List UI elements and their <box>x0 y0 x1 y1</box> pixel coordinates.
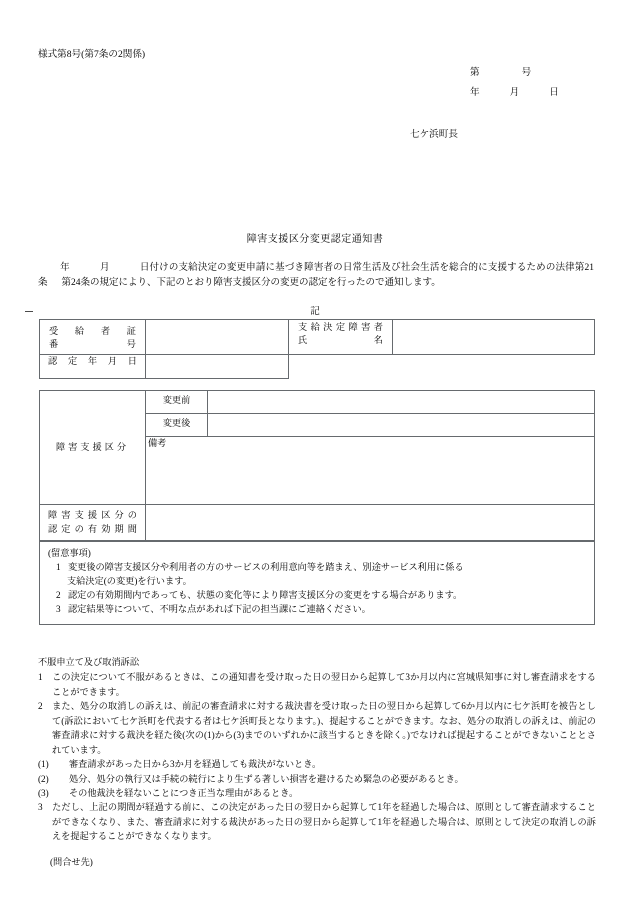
before-change-label-cell <box>146 391 208 414</box>
period-label-line2: 認定の有効期間 <box>48 523 137 534</box>
classification-table <box>39 390 595 541</box>
document-date-line <box>470 86 559 100</box>
appeal-sub-1-text: 審査請求があった日から3か月を経過しても裁決がないとき。 <box>69 759 322 770</box>
note-number: 2 <box>56 589 61 600</box>
contact-label: (問合せ先) <box>50 856 93 867</box>
after-change-label: 変更後 <box>162 418 191 428</box>
appeal-sub-2-number: (2) <box>38 773 49 784</box>
recipient-table <box>39 319 595 379</box>
intro-year-label: 年 <box>60 263 70 273</box>
beneficiary-name-value-cell[interactable] <box>393 320 595 355</box>
table-row <box>40 355 595 379</box>
recipient-number-label-line1: 受給者証 <box>49 325 136 336</box>
recipient-number-label-cell <box>40 320 146 355</box>
appeal-sub-1 <box>38 757 596 771</box>
beneficiary-name-label-line2: 氏名 <box>298 335 383 346</box>
appeal-item-3 <box>38 800 596 843</box>
period-value-cell[interactable] <box>146 505 595 541</box>
appeal-sub-3-number: (3) <box>38 787 49 798</box>
classification-main-label-cell <box>40 391 146 505</box>
note-item <box>48 589 586 603</box>
certification-date-label-cell <box>40 355 146 379</box>
document-number-prefix: 第 <box>470 67 480 78</box>
appeal-item-2 <box>38 699 596 757</box>
remark-cell[interactable] <box>146 437 595 505</box>
date-year-label: 年 <box>470 87 480 98</box>
form-number: 様式第8号(第7条の2関係) <box>38 49 146 60</box>
beneficiary-name-label-cell <box>289 320 393 355</box>
intro-month-label: 月 <box>99 263 110 273</box>
recipient-number-label-line2: 番号 <box>49 339 136 349</box>
before-change-label: 変更前 <box>162 395 191 405</box>
notes-box <box>39 541 595 625</box>
recipient-number-input-cell[interactable] <box>146 320 289 355</box>
beneficiary-name-label-line1: 支給決定障害者 <box>298 322 383 332</box>
spacer-cell <box>289 355 393 379</box>
note-number: 3 <box>56 603 61 614</box>
note-text: 認定結果等について、不明な点があれば下記の担当課にご連絡ください。 <box>68 603 371 614</box>
appeal-heading: 不服申立て及び取消訴訟 <box>38 657 140 667</box>
certification-date-value-cell[interactable] <box>146 355 289 379</box>
appeal-sub-3-text: その他裁決を経ないことにつき正当な理由があるとき。 <box>69 787 299 798</box>
intro-body-2: 第24条の規定により、下記のとおり障害支援区分の変更の認定を行ったので通知します。 <box>61 278 441 289</box>
appeal-item-1-text: この決定について不服があるときは、この通知書を受け取った日の翌日から起算して3か月以内に宮城県知事に対し審査請求をすることができます。 <box>52 672 596 697</box>
appeal-item-3-number: 3 <box>38 802 43 813</box>
after-change-label-cell <box>146 414 208 437</box>
before-change-value-cell[interactable] <box>208 391 595 414</box>
appeal-item-1 <box>38 670 596 699</box>
appeal-item-2-text: また、処分の取消しの訴えは、前記の審査請求に対する裁決書を受け取った日の翌日から起算して6か月以内に七ケ浜町を被告として(訴訟において七ケ浜町を代表する者は七ケ浜町長となります。)、提起することができます。なお、処分の取消しの訴えは、前記の審査請求に対する裁決を経た後(次の(1)から(3)までのいずれかに該当するときを除く。)でなければ提起することができないこととされています。 <box>52 701 596 755</box>
period-label-cell <box>40 505 146 541</box>
appeal-item-1-number: 1 <box>38 672 43 683</box>
appeal-sub-2-text: 処分、処分の執行又は手続の続行により生ずる著しい損害を避けるため緊急の必要があるとき。 <box>69 773 464 784</box>
intro-body-1: 日付けの支給決定の変更申請に基づき障害者の日常生活及び社会生活を総合的に支援するための法律第21条 <box>38 263 594 289</box>
issuer-name: 七ケ浜町長 <box>410 129 458 140</box>
date-month-label: 月 <box>509 87 520 98</box>
spacer-cell <box>393 355 595 379</box>
note-item <box>48 603 586 617</box>
appeal-item-3-text: ただし、上記の期間が経過する前に、この決定があった日の翌日から起算して1年を経過した場合は、原則として審査請求することができなくなり、また、審査請求に対する裁決があった日の翌日から起算して1年を経過した場合は、原則として決定の取消しの訴えを提起することができなくなります。 <box>52 802 596 842</box>
appeal-item-2-number: 2 <box>38 701 43 712</box>
after-change-value-cell[interactable] <box>208 414 595 437</box>
page-title: 障害支援区分変更認定通知書 <box>246 234 384 245</box>
period-label-line1: 障害支援区分の <box>48 509 137 520</box>
date-day-label: 日 <box>549 87 559 98</box>
intro-paragraph <box>38 261 594 292</box>
note-number: 1 <box>56 561 61 572</box>
certification-date-label: 認定年月日 <box>48 356 137 366</box>
note-text: 認定の有効期間内であっても、状態の変化等により障害支援区分の変更をする場合があります。 <box>68 589 463 600</box>
notes-heading: (留意事項) <box>48 548 91 558</box>
document-number-suffix: 号 <box>521 67 532 78</box>
note-continuation: 支給決定(の変更)を行います。 <box>67 575 192 586</box>
note-text: 変更後の障害支援区分や利用者の方のサービスの利用意向等を踏まえ、別途サービス利用に係る <box>68 561 464 572</box>
appeal-sub-3 <box>38 786 596 800</box>
appeal-sub-2 <box>38 772 596 786</box>
table-row <box>40 505 595 541</box>
remark-label: 備考 <box>148 438 167 448</box>
ki-heading: 記 <box>310 306 320 317</box>
classification-main-label: 障害支援区分 <box>55 441 130 452</box>
appeal-sub-1-number: (1) <box>38 759 49 770</box>
appeal-section <box>38 655 596 869</box>
note-item <box>48 561 586 575</box>
table-row <box>40 320 595 355</box>
document-number-line <box>470 66 531 80</box>
table-row <box>40 391 595 414</box>
